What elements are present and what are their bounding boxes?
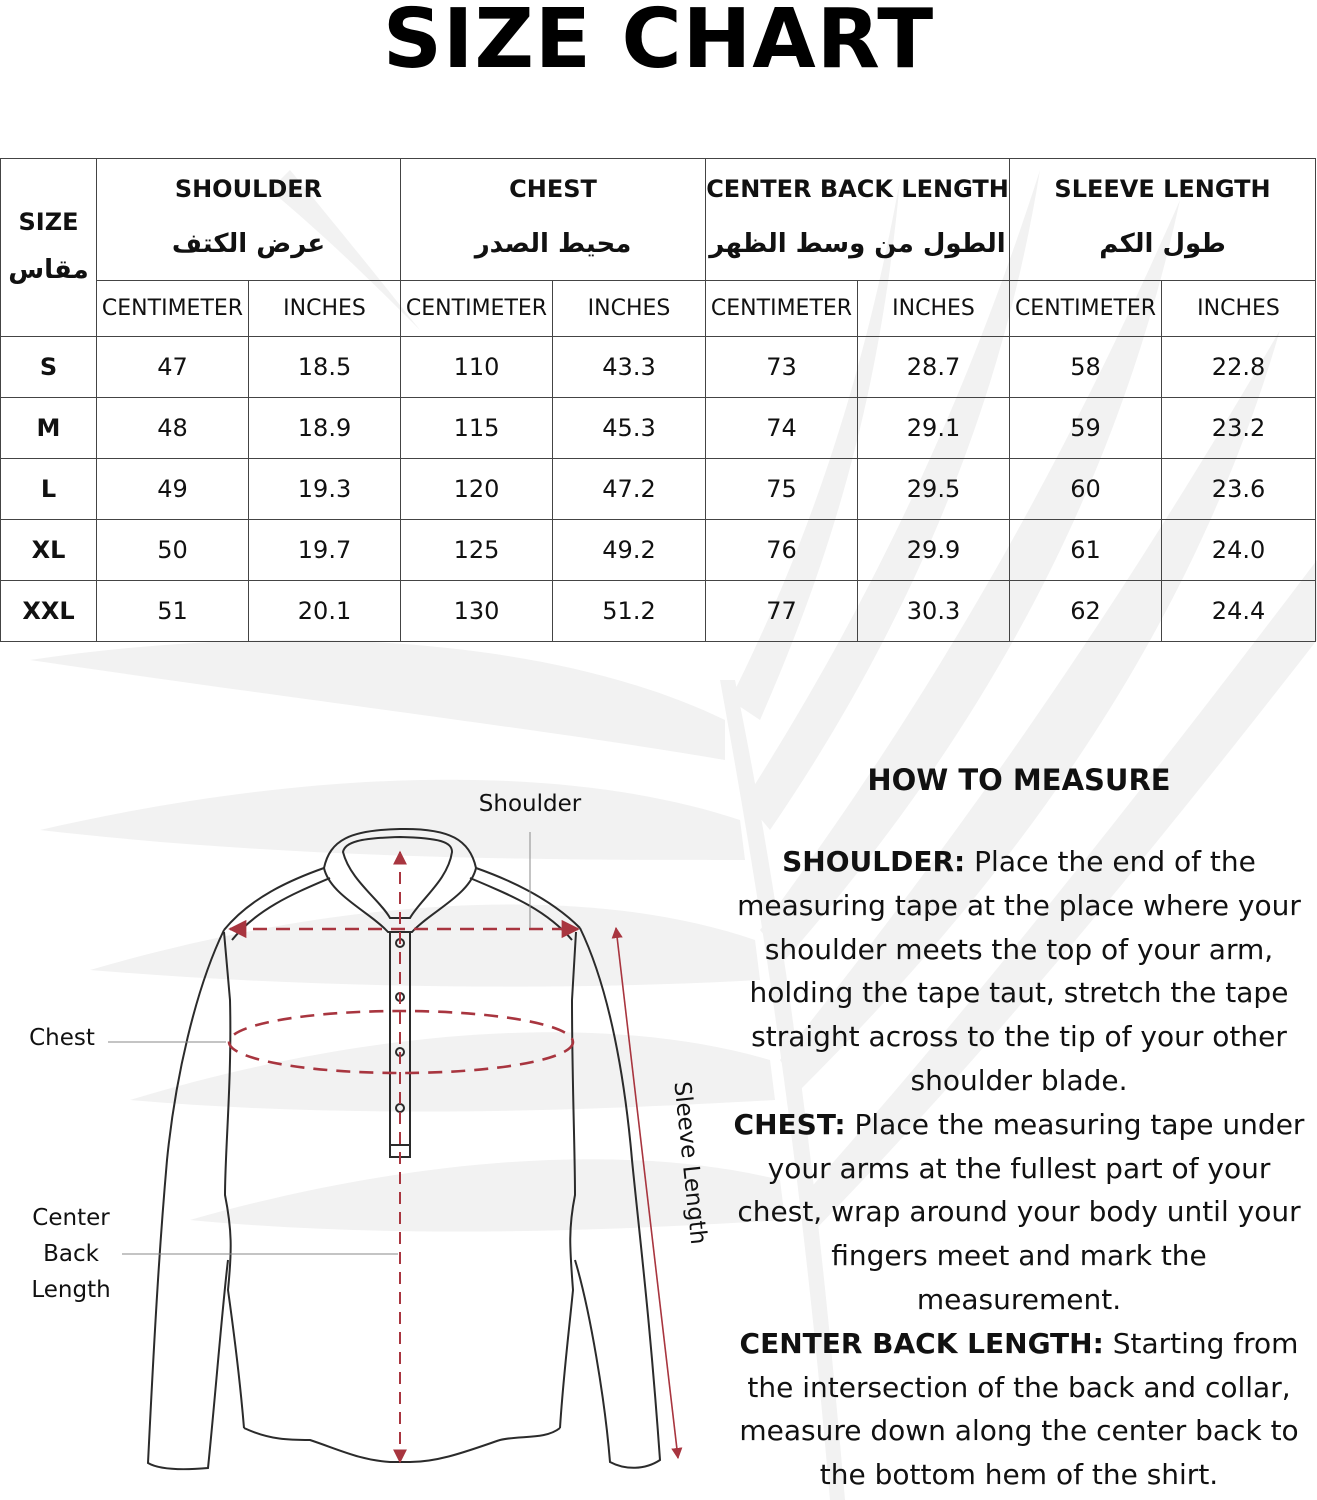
unit-header: INCHES	[553, 281, 706, 337]
value-cell: 60	[1010, 459, 1162, 520]
group-header-ar: الطول من وسط الظهر	[709, 228, 1006, 259]
group-header-ar: عرض الكتف	[171, 228, 326, 259]
instruction-term: SHOULDER:	[782, 845, 966, 878]
value-cell: 59	[1010, 398, 1162, 459]
value-cell: 62	[1010, 581, 1162, 642]
value-cell: 61	[1010, 520, 1162, 581]
size-cell: XL	[1, 520, 97, 581]
label-line: Back	[43, 1241, 99, 1267]
instruction-text: Starting from the intersection of the back and collar, measure down along the center back to the bottom hem of the shirt.	[739, 1326, 1299, 1492]
group-header-ar: محيط الصدر	[474, 228, 632, 259]
unit-header: CENTIMETER	[706, 281, 858, 337]
value-cell: 24.4	[1162, 581, 1316, 642]
value-cell: 19.7	[249, 520, 401, 581]
value-cell: 47.2	[553, 459, 706, 520]
size-cell: M	[1, 398, 97, 459]
value-cell: 30.3	[858, 581, 1010, 642]
page-title: SIZE CHART	[382, 0, 935, 87]
value-cell: 23.2	[1162, 398, 1316, 459]
value-cell: 29.1	[858, 398, 1010, 459]
chest-instruction	[728, 1103, 1310, 1322]
value-cell: 74	[706, 398, 858, 459]
value-cell: 120	[401, 459, 553, 520]
value-cell: 18.5	[249, 337, 401, 398]
center-back-length-label	[16, 1200, 126, 1308]
value-cell: 20.1	[249, 581, 401, 642]
value-cell: 75	[706, 459, 858, 520]
shoulder-instruction	[728, 840, 1310, 1103]
label-line: Length	[31, 1277, 111, 1303]
group-header-ar: طول الكم	[1099, 228, 1226, 259]
value-cell: 76	[706, 520, 858, 581]
shirt-outline	[148, 829, 660, 1469]
unit-header: INCHES	[249, 281, 401, 337]
value-cell: 58	[1010, 337, 1162, 398]
unit-header: CENTIMETER	[401, 281, 553, 337]
value-cell: 130	[401, 581, 553, 642]
size-cell: XXL	[1, 581, 97, 642]
instruction-term: CENTER BACK LENGTH:	[739, 1326, 1104, 1360]
group-header-en: SLEEVE LENGTH	[1054, 174, 1271, 203]
value-cell: 24.0	[1162, 520, 1316, 581]
value-cell: 48	[97, 398, 249, 459]
value-cell: 43.3	[553, 337, 706, 398]
group-header-en: CENTER BACK LENGTH	[706, 174, 1009, 203]
value-cell: 73	[706, 337, 858, 398]
value-cell: 28.7	[858, 337, 1010, 398]
value-cell: 110	[401, 337, 553, 398]
unit-header: CENTIMETER	[1010, 281, 1162, 337]
value-cell: 51.2	[553, 581, 706, 642]
how-to-measure-section	[728, 760, 1310, 1497]
size-header-ar: مقاس	[8, 254, 89, 285]
value-cell: 49	[97, 459, 249, 520]
sleeve-length-label: Sleeve Length	[668, 1080, 712, 1246]
value-cell: 18.9	[249, 398, 401, 459]
instruction-term: CHEST:	[733, 1107, 846, 1141]
unit-header: CENTIMETER	[97, 281, 249, 337]
measure-lines	[229, 852, 678, 1462]
group-header-en: CHEST	[509, 174, 597, 203]
label-line: Center	[32, 1205, 110, 1231]
button-icon	[396, 1104, 404, 1112]
value-cell: 50	[97, 520, 249, 581]
value-cell: 47	[97, 337, 249, 398]
value-cell: 49.2	[553, 520, 706, 581]
group-header-en: SHOULDER	[174, 174, 323, 203]
value-cell: 125	[401, 520, 553, 581]
instruction-text: Place the measuring tape under your arms at the fullest part of your chest, wrap around your body until your fingers meet and mark the measurement.	[737, 1107, 1305, 1316]
how-to-measure-heading: HOW TO MEASURE	[867, 763, 1171, 797]
value-cell: 19.3	[249, 459, 401, 520]
size-cell: L	[1, 459, 97, 520]
value-cell: 51	[97, 581, 249, 642]
center-back-length-instruction	[728, 1322, 1310, 1497]
value-cell: 22.8	[1162, 337, 1316, 398]
size-header-en: SIZE	[18, 208, 79, 236]
chest-label: Chest	[29, 1025, 95, 1051]
value-cell: 23.6	[1162, 459, 1316, 520]
size-cell: S	[1, 337, 97, 398]
value-cell: 29.5	[858, 459, 1010, 520]
leader-lines	[108, 832, 530, 1254]
value-cell: 115	[401, 398, 553, 459]
sleeve-measure-arrow	[616, 928, 678, 1458]
unit-header: INCHES	[858, 281, 1010, 337]
value-cell: 77	[706, 581, 858, 642]
unit-header: INCHES	[1162, 281, 1316, 337]
instruction-text: Place the end of the measuring tape at the place where your shoulder meets the top of your arm, holding the tape taut, stretch the tape straight across to the tip of your other shoulder blade.	[737, 845, 1301, 1097]
value-cell: 45.3	[553, 398, 706, 459]
shoulder-label: Shoulder	[478, 791, 582, 817]
value-cell: 29.9	[858, 520, 1010, 581]
